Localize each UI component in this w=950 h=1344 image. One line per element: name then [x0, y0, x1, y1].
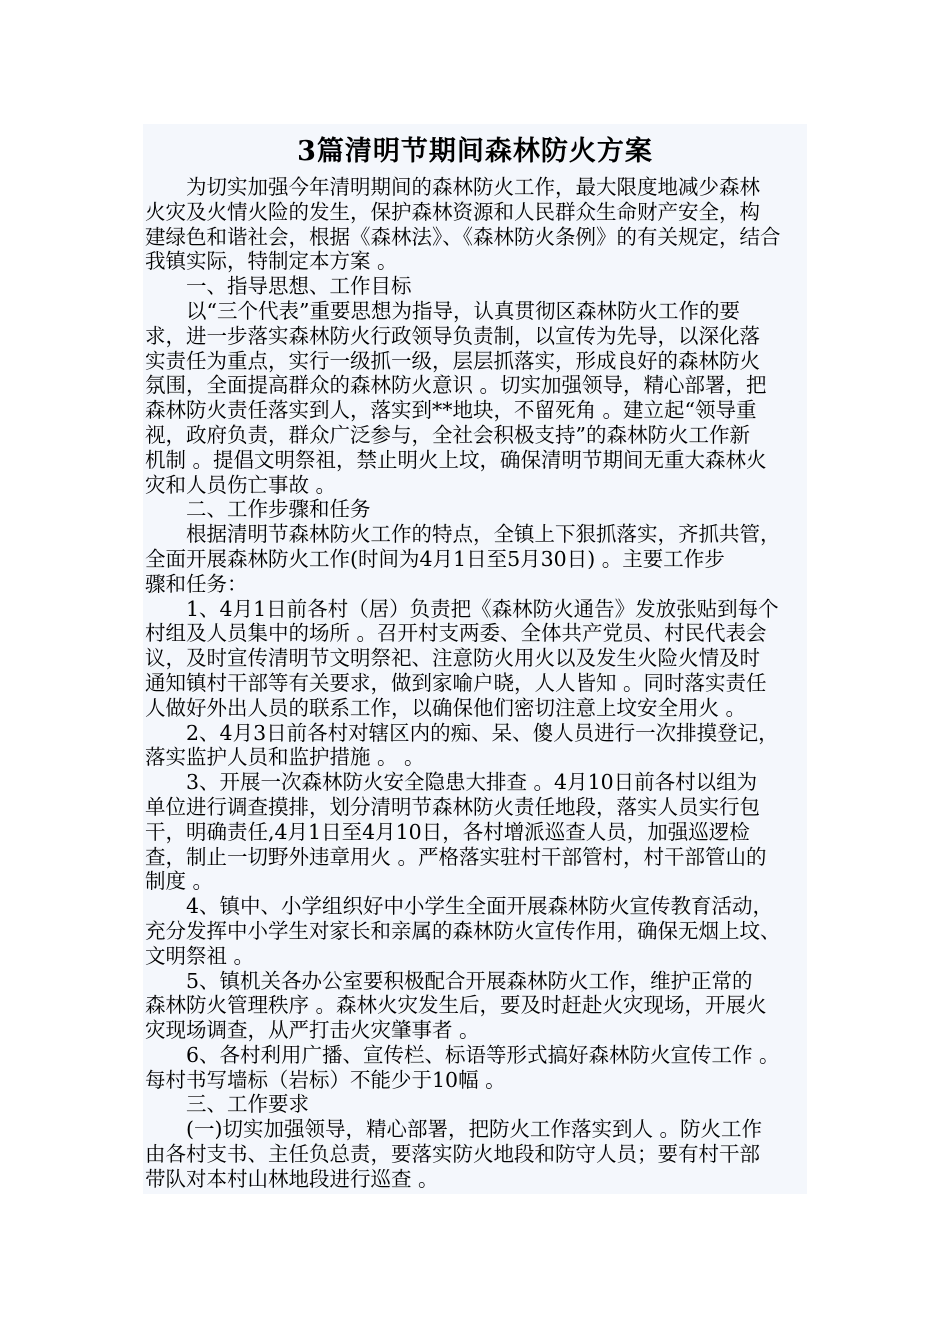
text-line: 落实监护人员和监护措施 。 。 — [145, 745, 425, 770]
text-line: 森林防火管理秩序 。森林火灾发生后，要及时赶赴火灾现场，开展火 — [145, 993, 767, 1018]
text-line: 1、4月1日前各村（居）负责把《森林防火通告》发放张贴到每个 — [145, 596, 779, 621]
text-line: 一、指导思想、工作目标 — [145, 274, 412, 299]
text-line: 我镇实际，特制定本方案 。 — [145, 249, 398, 274]
text-line: 为切实加强今年清明期间的森林防火工作，最大限度地减少森林 — [145, 175, 760, 199]
text-line: 视，政府负责，群众广泛参与，全社会积极支持”的森林防火工作新 — [145, 422, 750, 447]
paragraph-heading-3 — [145, 1092, 835, 1117]
text-line: 氛围，全面提高群众的森林防火意识 。切实加强领导，精心部署，把 — [145, 373, 767, 398]
text-line: 由各村支书、主任负总责，要落实防火地段和防守人员；要有村干部 — [145, 1142, 760, 1167]
text-line: 5、镇机关各办公室要积极配合开展森林防火工作，维护正常的 — [145, 968, 753, 993]
paragraph-step-2 — [145, 721, 835, 771]
paragraph-step-6 — [145, 1043, 835, 1093]
paragraph-step-5 — [145, 969, 835, 1043]
paragraph-step-4 — [145, 894, 835, 968]
text-line: 议，及时宣传清明节文明祭祀、注意防火用火以及发生火险火情及时 — [145, 646, 760, 671]
text-line: 实责任为重点，实行一级抓一级，层层抓落实，形成良好的森林防火 — [145, 348, 760, 373]
text-line: 4、镇中、小学组织好中小学生全面开展森林防火宣传教育活动， — [145, 894, 774, 919]
text-line: 求，进一步落实森林防火行政领导负责制，以宣传为先导，以深化落 — [145, 323, 760, 348]
text-line: 2、4月3日前各村对辖区内的痴、呆、傻人员进行一次排摸登记， — [145, 720, 779, 745]
document-body — [145, 175, 835, 1192]
text-line: 建绿色和谐社会，根据《森林法》、《森林防火条例》的有关规定，结合 — [145, 224, 781, 249]
text-line: 干，明确责任,4月1日至4月10日，各村增派巡查人员，加强巡逻检 — [145, 819, 750, 844]
text-line: 通知镇村干部等有关要求，做到家喻户晓，人人皆知 。同时落实责任 — [145, 670, 767, 695]
text-line: 人做好外出人员的联系工作，以确保他们密切注意上坟安全用火 。 — [145, 695, 747, 720]
text-line: 文明祭祖 。 — [145, 943, 255, 968]
text-line: 机制 。提倡文明祭祖，禁止明火上坟，确保清明节期间无重大森林火 — [145, 447, 767, 472]
text-line: 带队对本村山林地段进行巡查 。 — [145, 1166, 439, 1191]
text-line: 每村书写墙标（岩标）不能少于10幅 。 — [145, 1067, 506, 1092]
text-line: 三、工作要求 — [145, 1092, 309, 1117]
paragraph-intro — [145, 175, 835, 274]
text-line: 充分发挥中小学生对家长和亲属的森林防火宣传作用，确保无烟上坟、 — [145, 918, 781, 943]
text-line: 灾现场调查，从严打击火灾肇事者 。 — [145, 1018, 480, 1043]
paragraph-heading-1 — [145, 274, 835, 299]
text-line: 二、工作步骤和任务 — [145, 497, 371, 522]
paragraph-step-1 — [145, 597, 835, 721]
text-line: (一)切实加强领导，精心部署，把防火工作落实到人 。防火工作 — [145, 1117, 763, 1142]
document-title: 3篇清明节期间森林防火方案 — [297, 136, 653, 167]
paragraph-heading-2 — [145, 497, 835, 522]
text-line: 单位进行调查摸排，划分清明节森林防火责任地段，落实人员实行包 — [145, 794, 760, 819]
text-line: 全面开展森林防火工作(时间为4月1日至5月30日) 。主要工作步 — [145, 546, 725, 571]
text-line: 以“三个代表”重要思想为指导，认真贯彻区森林防火工作的要 — [145, 298, 740, 323]
paragraph-step-3 — [145, 770, 835, 894]
text-line: 3、开展一次森林防火安全隐患大排查 。4月10日前各村以组为 — [145, 770, 758, 795]
text-line: 制度 。 — [145, 869, 214, 894]
paragraph-guiding — [145, 299, 835, 497]
text-line: 根据清明节森林防火工作的特点，全镇上下狠抓落实，齐抓共管， — [145, 522, 781, 547]
text-line: 村组及人员集中的场所 。召开村支两委、全体共产党员、村民代表会 — [145, 621, 767, 646]
text-line: 森林防火责任落实到人，落实到**地块，不留死角 。建立起“领导重 — [145, 398, 757, 423]
paragraph-steps-intro — [145, 522, 835, 596]
text-line: 骤和任务： — [145, 571, 248, 596]
text-line: 6、各村利用广播、宣传栏、标语等形式搞好森林防火宣传工作 。 — [145, 1042, 780, 1067]
text-line: 灾和人员伤亡事故 。 — [145, 472, 337, 497]
text-line: 查，制止一切野外违章用火 。严格落实驻村干部管村，村干部管山的 — [145, 844, 767, 869]
text-line: 火灾及火情火险的发生，保护森林资源和人民群众生命财产安全，构 — [145, 199, 760, 224]
paragraph-req-1 — [145, 1117, 835, 1191]
